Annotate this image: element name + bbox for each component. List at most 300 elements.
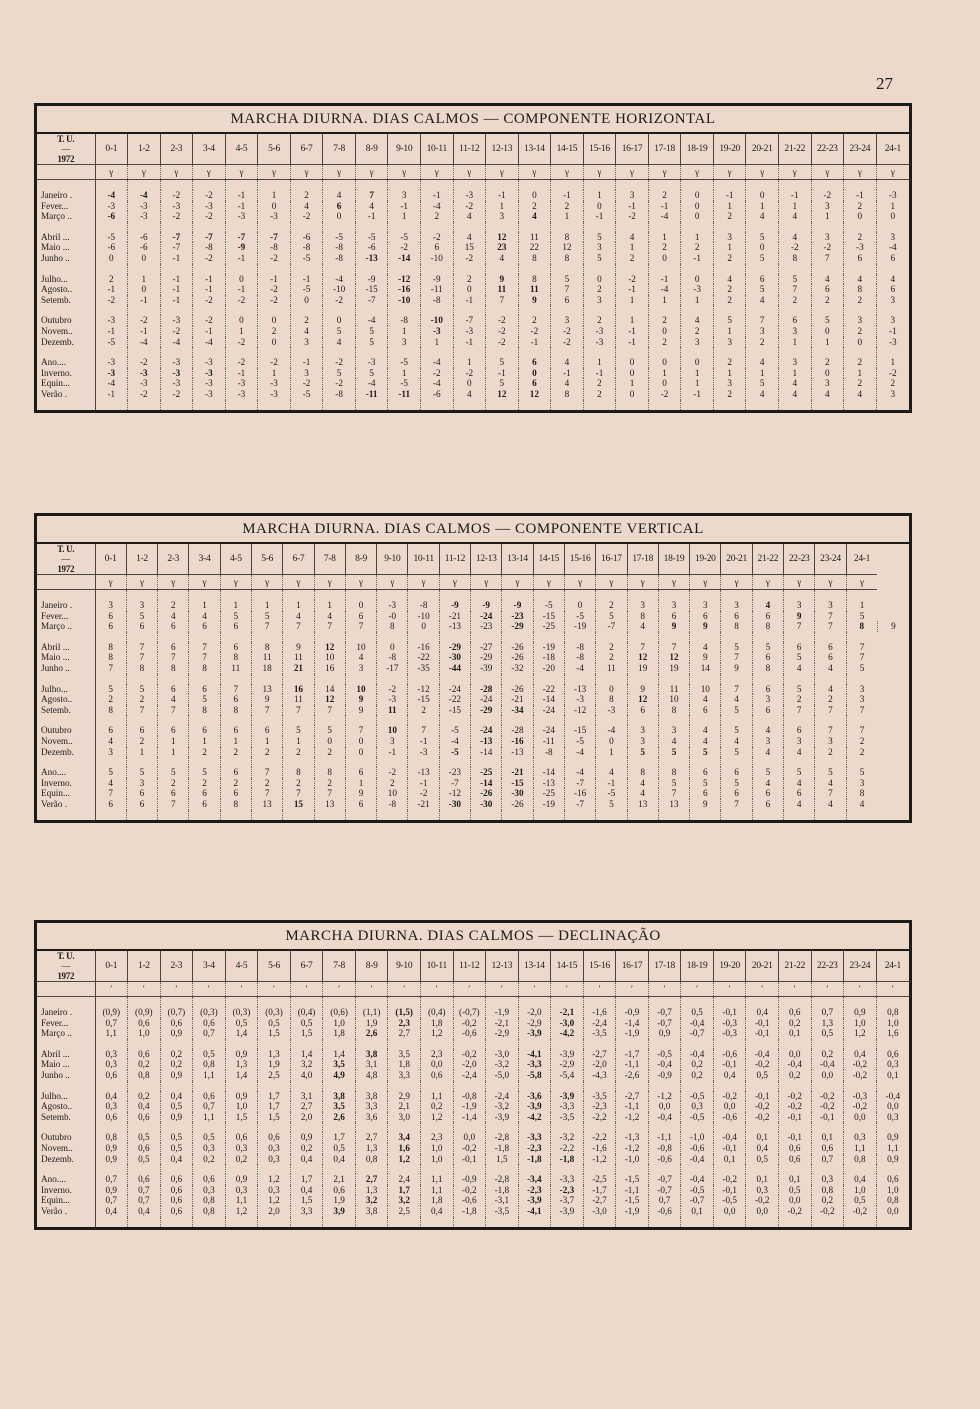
- value-cell: 1,3: [811, 1018, 844, 1029]
- unit-cell: γ: [258, 165, 291, 180]
- value-cell: 9: [690, 621, 721, 632]
- value-cell: 2: [158, 778, 189, 789]
- value-cell: -25: [533, 621, 564, 632]
- value-cell: 1: [583, 357, 616, 368]
- value-cell: -4: [128, 190, 161, 201]
- value-cell: -1: [408, 736, 439, 747]
- value-cell: -0,2: [844, 1206, 877, 1217]
- value-cell: -0,6: [681, 1143, 714, 1154]
- value-cell: -11: [388, 389, 421, 400]
- value-cell: -8: [323, 253, 356, 264]
- value-cell: 4: [811, 274, 844, 285]
- value-cell: 4: [811, 389, 844, 400]
- value-cell: 7: [314, 788, 345, 799]
- hour-header: 15-16: [583, 951, 616, 982]
- value-cell: 13: [251, 799, 282, 810]
- value-cell: 1,5: [225, 1112, 258, 1123]
- table-row: [37, 1101, 909, 1112]
- value-cell: 0,2: [811, 1049, 844, 1060]
- value-cell: 0: [616, 389, 649, 400]
- value-cell: 0,9: [648, 1028, 681, 1039]
- value-cell: -10: [420, 253, 453, 264]
- value-cell: 0,1: [778, 1028, 811, 1039]
- value-cell: 0,0: [453, 1132, 486, 1143]
- hour-header: 8-9: [355, 134, 388, 165]
- value-cell: 3: [690, 600, 721, 611]
- value-cell: -12: [408, 684, 439, 695]
- value-cell: 4: [314, 611, 345, 622]
- value-cell: -3: [681, 284, 714, 295]
- value-cell: 0: [518, 190, 551, 201]
- hour-header: 9-10: [388, 951, 421, 982]
- value-cell: 1: [453, 357, 486, 368]
- value-cell: 5: [551, 274, 584, 285]
- value-cell: 6: [126, 725, 157, 736]
- value-cell: 2: [95, 694, 126, 705]
- value-cell: 0,1: [811, 1132, 844, 1143]
- tu-year-header: T. U. — 1972: [37, 134, 95, 165]
- value-cell: 7: [158, 799, 189, 810]
- table-row: [37, 1195, 909, 1206]
- value-cell: 0: [323, 211, 356, 222]
- value-cell: -5: [439, 725, 470, 736]
- value-cell: 0,0: [778, 1049, 811, 1060]
- value-cell: -0,2: [844, 1059, 877, 1070]
- value-cell: 16: [283, 684, 314, 695]
- value-cell: -10: [408, 611, 439, 622]
- value-cell: 0,8: [876, 1007, 909, 1018]
- value-cell: 0,6: [95, 1112, 128, 1123]
- value-cell: 2,7: [355, 1174, 388, 1185]
- value-cell: 3,9: [323, 1206, 356, 1217]
- value-cell: 3: [345, 663, 376, 674]
- value-cell: 4: [721, 694, 752, 705]
- value-cell: -1,1: [616, 1059, 649, 1070]
- value-cell: -3: [160, 378, 193, 389]
- value-cell: 3: [95, 600, 126, 611]
- value-cell: 8: [95, 642, 126, 653]
- value-cell: 0: [844, 211, 877, 222]
- table-row: [37, 694, 909, 705]
- value-cell: 6: [721, 611, 752, 622]
- value-cell: -1,9: [616, 1206, 649, 1217]
- value-cell: 12: [518, 389, 551, 400]
- value-cell: -1: [128, 295, 161, 306]
- value-cell: -0,2: [811, 1206, 844, 1217]
- value-cell: 10: [690, 684, 721, 695]
- value-cell: 1: [258, 190, 291, 201]
- value-cell: 1: [345, 778, 376, 789]
- value-cell: 0,6: [811, 1143, 844, 1154]
- value-cell: -5: [95, 232, 128, 243]
- value-cell: 1: [251, 600, 282, 611]
- value-cell: -0,7: [681, 1195, 714, 1206]
- value-cell: 1,5: [258, 1028, 291, 1039]
- value-cell: 5: [721, 642, 752, 653]
- row-label: Junho ..: [37, 663, 95, 674]
- value-cell: -32: [502, 663, 533, 674]
- value-cell: -2: [323, 378, 356, 389]
- value-cell: 6: [876, 253, 909, 264]
- value-cell: 0,6: [95, 1070, 128, 1081]
- hour-header: 22-23: [784, 544, 815, 575]
- value-cell: -3: [225, 389, 258, 400]
- value-cell: 2: [189, 747, 220, 758]
- value-cell: 2: [220, 747, 251, 758]
- value-cell: -8: [323, 389, 356, 400]
- value-cell: 1: [314, 600, 345, 611]
- value-cell: -2,1: [486, 1018, 519, 1029]
- value-cell: 6: [158, 642, 189, 653]
- value-cell: -8: [193, 242, 226, 253]
- unit-cell: γ: [439, 575, 470, 590]
- value-cell: -3,0: [486, 1049, 519, 1060]
- value-cell: 4: [627, 621, 658, 632]
- value-cell: 7: [251, 767, 282, 778]
- value-cell: 2,7: [290, 1101, 323, 1112]
- unit-cell: γ: [518, 165, 551, 180]
- value-cell: 6: [690, 705, 721, 716]
- value-cell: 0,5: [128, 1154, 161, 1165]
- unit-cell: ′: [778, 982, 811, 997]
- hour-header: 12-13: [486, 951, 519, 982]
- table-row: [37, 778, 909, 789]
- value-cell: -0,1: [811, 1112, 844, 1123]
- unit-cell: γ: [220, 575, 251, 590]
- value-cell: -1: [290, 357, 323, 368]
- value-cell: -0,2: [453, 1018, 486, 1029]
- value-cell: -2: [420, 232, 453, 243]
- value-cell: 13: [251, 684, 282, 695]
- value-cell: 1,6: [876, 1028, 909, 1039]
- unit-cell: ′: [746, 982, 779, 997]
- value-cell: 1,1: [95, 1028, 128, 1039]
- value-cell: 0,6: [160, 1174, 193, 1185]
- value-cell: -1,8: [518, 1154, 551, 1165]
- tu-label: T. U.: [57, 134, 75, 144]
- value-cell: 4: [158, 694, 189, 705]
- value-cell: 1: [158, 736, 189, 747]
- value-cell: 6: [95, 621, 126, 632]
- value-cell: -3,2: [486, 1059, 519, 1070]
- value-cell: 2,6: [355, 1028, 388, 1039]
- table-row: [37, 652, 909, 663]
- value-cell: 9: [658, 621, 689, 632]
- value-cell: 3: [815, 600, 846, 611]
- value-cell: -4: [439, 736, 470, 747]
- value-cell: -1,8: [486, 1143, 519, 1154]
- value-cell: 0,3: [876, 1112, 909, 1123]
- row-label: Novem..: [37, 1143, 95, 1154]
- value-cell: 4: [778, 378, 811, 389]
- value-cell: 2,4: [388, 1174, 421, 1185]
- value-cell: -0,2: [746, 1112, 779, 1123]
- value-cell: -10: [323, 284, 356, 295]
- value-cell: 6: [158, 684, 189, 695]
- value-cell: 4: [778, 232, 811, 243]
- value-cell: -2,2: [583, 1132, 616, 1143]
- value-cell: 11: [518, 232, 551, 243]
- value-cell: 12: [627, 652, 658, 663]
- value-cell: 2: [596, 652, 627, 663]
- value-cell: 7: [95, 788, 126, 799]
- value-cell: -1: [551, 190, 584, 201]
- value-cell: -15: [439, 705, 470, 716]
- value-cell: -26: [502, 652, 533, 663]
- value-cell: 3,2: [290, 1059, 323, 1070]
- value-cell: -5: [439, 747, 470, 758]
- value-cell: -2: [811, 242, 844, 253]
- value-cell: 1: [616, 295, 649, 306]
- value-cell: 6: [811, 284, 844, 295]
- unit-cell: γ: [596, 575, 627, 590]
- value-cell: 8: [778, 253, 811, 264]
- value-cell: 3: [784, 736, 815, 747]
- value-cell: -4: [95, 190, 128, 201]
- value-cell: -2: [128, 357, 161, 368]
- table-row: [37, 242, 909, 253]
- value-cell: -12: [439, 788, 470, 799]
- value-cell: -2: [551, 326, 584, 337]
- value-cell: -23: [439, 767, 470, 778]
- value-cell: -0,7: [648, 1185, 681, 1196]
- value-cell: 3: [290, 368, 323, 379]
- value-cell: -39: [471, 663, 502, 674]
- value-cell: -2: [811, 190, 844, 201]
- value-cell: 13: [658, 799, 689, 810]
- value-cell: 4: [690, 736, 721, 747]
- value-cell: -4: [564, 747, 595, 758]
- table-row: [37, 326, 909, 337]
- value-cell: -15: [502, 778, 533, 789]
- value-cell: -3,9: [486, 1112, 519, 1123]
- value-cell: 3: [752, 736, 783, 747]
- hour-header: 10-11: [420, 951, 453, 982]
- value-cell: -8: [564, 652, 595, 663]
- hour-header: 20-21: [746, 134, 779, 165]
- value-cell: 6: [876, 284, 909, 295]
- value-cell: 3: [126, 778, 157, 789]
- value-cell: 6: [158, 725, 189, 736]
- value-cell: 5: [752, 767, 783, 778]
- value-cell: 1,3: [355, 1143, 388, 1154]
- value-cell: 8: [658, 705, 689, 716]
- value-cell: -4: [355, 315, 388, 326]
- value-cell: -2,7: [583, 1195, 616, 1206]
- unit-cell: ′: [95, 982, 128, 997]
- unit-cell: γ: [355, 165, 388, 180]
- value-cell: 2: [844, 232, 877, 243]
- value-cell: -4: [128, 337, 161, 348]
- value-cell: 0: [844, 337, 877, 348]
- value-cell: 8: [551, 253, 584, 264]
- value-cell: 4: [721, 736, 752, 747]
- value-cell: 5: [784, 767, 815, 778]
- value-cell: 5: [323, 326, 356, 337]
- value-cell: 6: [690, 788, 721, 799]
- unit-cell: γ: [225, 165, 258, 180]
- value-cell: 0,9: [290, 1132, 323, 1143]
- value-cell: 0,0: [778, 1195, 811, 1206]
- value-cell: 7: [189, 642, 220, 653]
- value-cell: -16: [388, 284, 421, 295]
- value-cell: -1: [453, 337, 486, 348]
- value-cell: 2: [784, 694, 815, 705]
- value-cell: -4: [648, 211, 681, 222]
- value-cell: -4,2: [518, 1112, 551, 1123]
- hour-header: 23-24: [844, 134, 877, 165]
- value-cell: 5: [746, 378, 779, 389]
- value-cell: 0,8: [193, 1206, 226, 1217]
- unit-cell: ′: [811, 982, 844, 997]
- value-cell: -0,1: [713, 1185, 746, 1196]
- value-cell: -1: [583, 211, 616, 222]
- value-cell: 11: [658, 684, 689, 695]
- value-cell: 2: [876, 378, 909, 389]
- value-cell: 0,5: [746, 1070, 779, 1081]
- value-cell: 6: [752, 788, 783, 799]
- value-cell: -25: [533, 788, 564, 799]
- value-cell: 0,6: [128, 1049, 161, 1060]
- value-cell: -0,2: [713, 1174, 746, 1185]
- value-cell: -6: [128, 232, 161, 243]
- value-cell: 8: [220, 652, 251, 663]
- value-cell: -15: [564, 725, 595, 736]
- value-cell: 0: [345, 747, 376, 758]
- value-cell: -5: [596, 788, 627, 799]
- value-cell: 0,4: [746, 1007, 779, 1018]
- value-cell: 1,7: [388, 1185, 421, 1196]
- value-cell: -3: [408, 747, 439, 758]
- unit-cell: ′: [648, 982, 681, 997]
- row-label: Março ..: [37, 211, 95, 222]
- value-cell: 12: [314, 694, 345, 705]
- hour-header: 19-20: [690, 544, 721, 575]
- value-cell: -0,2: [453, 1185, 486, 1196]
- unit-cell: γ: [283, 575, 314, 590]
- value-cell: 8: [189, 705, 220, 716]
- row-label: Abril ...: [37, 232, 95, 243]
- data-table: [37, 544, 909, 820]
- hour-header: 23-24: [844, 951, 877, 982]
- value-cell: 0,4: [746, 1143, 779, 1154]
- value-cell: 1,1: [844, 1143, 877, 1154]
- value-cell: -0,1: [746, 1028, 779, 1039]
- value-cell: -4,1: [518, 1206, 551, 1217]
- value-cell: 7: [314, 705, 345, 716]
- value-cell: -2: [486, 337, 519, 348]
- value-cell: 0: [681, 274, 714, 285]
- value-cell: 0,6: [160, 1018, 193, 1029]
- value-cell: 5: [158, 767, 189, 778]
- unit-cell: ′: [420, 982, 453, 997]
- hour-header: 0-1: [95, 951, 128, 982]
- value-cell: -3,2: [486, 1101, 519, 1112]
- value-cell: 6: [518, 357, 551, 368]
- value-cell: -3: [160, 315, 193, 326]
- value-cell: 1: [811, 337, 844, 348]
- value-cell: 23: [486, 242, 519, 253]
- value-cell: -19: [564, 621, 595, 632]
- value-cell: 5: [713, 315, 746, 326]
- value-cell: 0,8: [193, 1195, 226, 1206]
- value-cell: 3: [681, 337, 714, 348]
- value-cell: 8: [220, 705, 251, 716]
- value-cell: -4,1: [518, 1049, 551, 1060]
- unit-cell: γ: [681, 165, 714, 180]
- value-cell: 2,0: [290, 1112, 323, 1123]
- table-title: MARCHA DIURNA. DIAS CALMOS — COMPONENTE VERTICAL: [37, 516, 909, 544]
- value-cell: 8: [377, 621, 408, 632]
- hour-header: 14-15: [551, 951, 584, 982]
- value-cell: 14: [690, 663, 721, 674]
- value-cell: 7: [811, 253, 844, 264]
- value-cell: -1: [160, 284, 193, 295]
- value-cell: 2: [844, 201, 877, 212]
- value-cell: 2: [408, 705, 439, 716]
- table-title: MARCHA DIURNA. DIAS CALMOS — COMPONENTE HORIZONTAL: [37, 106, 909, 134]
- value-cell: 0,3: [681, 1101, 714, 1112]
- table-row: [37, 747, 909, 758]
- value-cell: -1,3: [616, 1132, 649, 1143]
- row-label: Verão .: [37, 799, 95, 810]
- value-cell: 1,2: [225, 1206, 258, 1217]
- value-cell: 0,7: [128, 1195, 161, 1206]
- value-cell: 7: [283, 621, 314, 632]
- value-cell: 3: [486, 211, 519, 222]
- value-cell: -26: [502, 642, 533, 653]
- value-cell: -1,1: [648, 1132, 681, 1143]
- value-cell: -24: [471, 694, 502, 705]
- hour-header: 7-8: [323, 134, 356, 165]
- table-declination: [34, 920, 912, 1230]
- value-cell: -24: [533, 725, 564, 736]
- value-cell: -13: [564, 684, 595, 695]
- value-cell: -2: [225, 295, 258, 306]
- value-cell: 1: [681, 232, 714, 243]
- value-cell: 0,4: [160, 1091, 193, 1102]
- value-cell: 0,7: [193, 1101, 226, 1112]
- value-cell: -5: [564, 611, 595, 622]
- value-cell: 4: [784, 747, 815, 758]
- value-cell: 2,1: [323, 1174, 356, 1185]
- hour-header: 4-5: [225, 134, 258, 165]
- value-cell: 0,7: [95, 1195, 128, 1206]
- hour-header: 4-5: [225, 951, 258, 982]
- value-cell: 6: [784, 788, 815, 799]
- unit-cell: ′: [290, 982, 323, 997]
- value-cell: 8: [189, 663, 220, 674]
- value-cell: 12: [486, 232, 519, 243]
- value-cell: -9: [225, 242, 258, 253]
- value-cell: -1,1: [616, 1185, 649, 1196]
- value-cell: 0,2: [420, 1101, 453, 1112]
- value-cell: -5: [388, 232, 421, 243]
- value-cell: -22: [533, 684, 564, 695]
- value-cell: 5: [811, 315, 844, 326]
- value-cell: -24: [439, 684, 470, 695]
- value-cell: -5: [290, 389, 323, 400]
- value-cell: 10: [345, 642, 376, 653]
- value-cell: 2: [596, 642, 627, 653]
- value-cell: -5: [388, 357, 421, 368]
- hour-header: 11-12: [453, 134, 486, 165]
- table-row: [37, 1091, 909, 1102]
- value-cell: -1,9: [486, 1007, 519, 1018]
- value-cell: -1: [486, 190, 519, 201]
- value-cell: -0,3: [844, 1091, 877, 1102]
- value-cell: -0,6: [648, 1154, 681, 1165]
